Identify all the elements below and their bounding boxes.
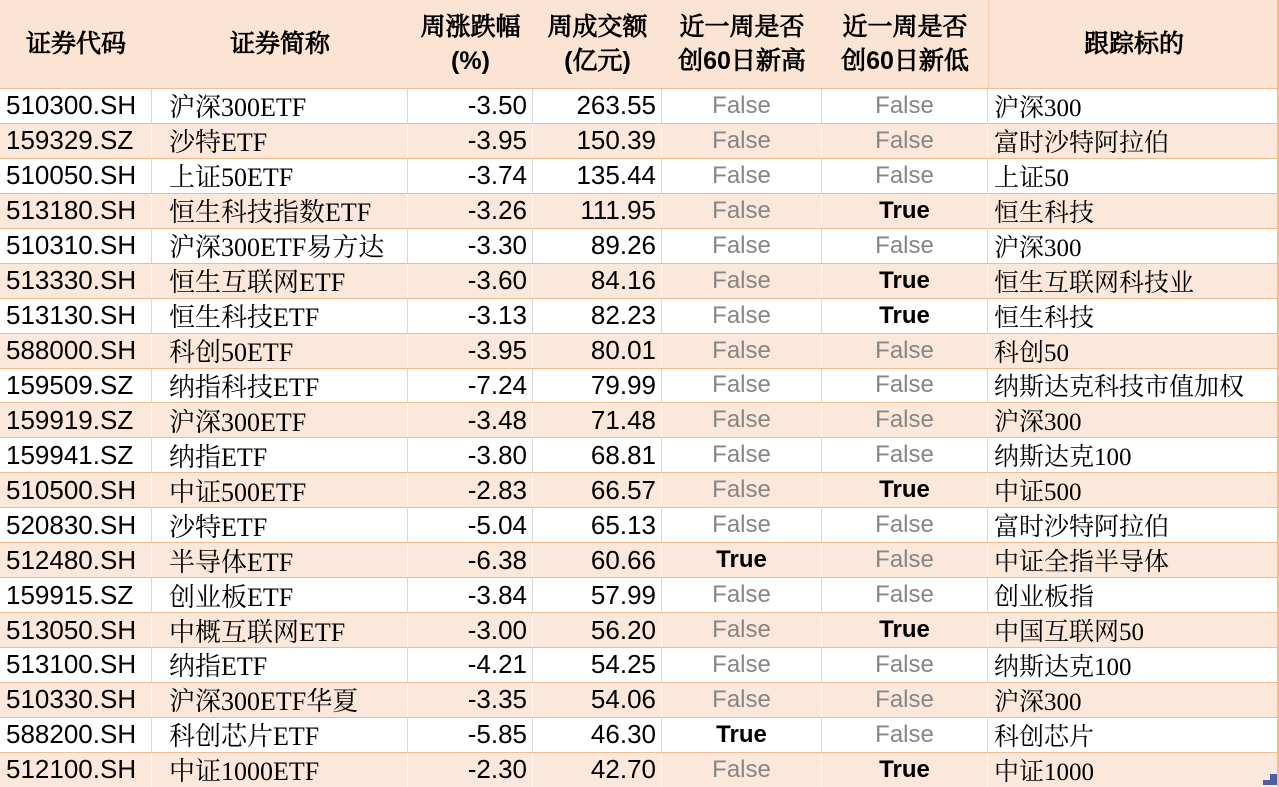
cell-pct[interactable]: -5.04 [408, 508, 533, 542]
cell-low[interactable]: False [822, 334, 988, 368]
cell-code[interactable]: 159329.SZ [0, 124, 152, 158]
table-row [0, 682, 1279, 717]
header-label: 近一周是否 [842, 13, 968, 41]
cell-low[interactable]: False [822, 683, 988, 717]
cell-high[interactable]: False [662, 613, 822, 647]
cell-target[interactable]: 恒生互联网科技业 [994, 269, 1195, 297]
table-row [0, 193, 1279, 228]
cell-high[interactable]: False [662, 648, 822, 682]
cell-low[interactable]: True [822, 473, 988, 507]
cell-low[interactable]: False [822, 403, 988, 437]
cell-high[interactable]: False [662, 89, 822, 123]
cell-code[interactable]: 513050.SH [0, 613, 152, 647]
cell-target[interactable]: 科创芯片 [994, 723, 1095, 751]
cell-pct[interactable]: -3.48 [408, 403, 533, 437]
cell-amount[interactable]: 80.01 [533, 334, 662, 368]
cell-code[interactable]: 159915.SZ [0, 578, 152, 612]
cell-low[interactable]: True [822, 753, 988, 787]
header-label: 创60日新低 [841, 47, 969, 75]
table-row [0, 333, 1279, 368]
cell-target[interactable]: 创业板指 [994, 584, 1095, 612]
cell-name[interactable]: 沙特ETF [152, 508, 408, 542]
cell-amount[interactable]: 46.30 [533, 718, 662, 752]
cell-target[interactable]: 纳斯达克100 [994, 444, 1132, 472]
cell-high[interactable]: False [662, 229, 822, 263]
cell-code[interactable]: 513180.SH [0, 194, 152, 228]
cell-pct[interactable]: -3.95 [408, 334, 533, 368]
cell-low[interactable]: True [822, 194, 988, 228]
cell-pct[interactable]: -3.30 [408, 229, 533, 263]
cell-code[interactable]: 159509.SZ [0, 369, 152, 403]
cell-code[interactable]: 159919.SZ [0, 403, 152, 437]
cell-code[interactable]: 513100.SH [0, 648, 152, 682]
cell-name[interactable]: 中概互联网ETF [152, 613, 408, 647]
cell-name[interactable]: 恒生互联网ETF [152, 264, 408, 298]
cell-pct[interactable]: -3.13 [408, 299, 533, 333]
cell-code[interactable]: 510310.SH [0, 229, 152, 263]
cell-high[interactable]: False [662, 299, 822, 333]
cell-low[interactable]: False [822, 648, 988, 682]
cell-target[interactable]: 中证全指半导体 [994, 549, 1170, 577]
cell-name[interactable]: 恒生科技指数ETF [152, 194, 408, 228]
table-row [0, 88, 1279, 123]
cell-low[interactable]: False [822, 578, 988, 612]
cell-pct[interactable]: -3.26 [408, 194, 533, 228]
cell-low[interactable]: False [822, 718, 988, 752]
cell-amount[interactable]: 111.95 [533, 194, 662, 228]
cell-pct[interactable]: -3.00 [408, 613, 533, 647]
cell-high[interactable]: False [662, 683, 822, 717]
cell-name[interactable]: 上证50ETF [152, 159, 408, 193]
table-row [0, 368, 1279, 403]
header-label: 周成交额 [547, 13, 648, 41]
table-row [0, 577, 1279, 612]
cell-code[interactable]: 510050.SH [0, 159, 152, 193]
header-60d-new-high[interactable] [662, 0, 822, 88]
cell-pct[interactable]: -3.35 [408, 683, 533, 717]
cell-target[interactable]: 中证1000 [994, 758, 1095, 786]
cell-target[interactable]: 沪深300 [994, 234, 1082, 262]
selection-corner-mark [1263, 774, 1277, 785]
table-row [0, 717, 1279, 752]
cell-pct[interactable]: -4.21 [408, 648, 533, 682]
cell-name[interactable]: 沪深300ETF [152, 89, 408, 123]
cell-low[interactable]: False [822, 543, 988, 577]
cell-name[interactable]: 中证1000ETF [152, 753, 408, 787]
cell-low[interactable]: False [822, 124, 988, 158]
cell-pct[interactable]: -5.85 [408, 718, 533, 752]
cell-name[interactable]: 沪深300ETF易方达 [152, 229, 408, 263]
cell-amount[interactable]: 150.39 [533, 124, 662, 158]
cell-target[interactable]: 沪深300 [994, 94, 1082, 122]
cell-amount[interactable]: 54.06 [533, 683, 662, 717]
cell-amount[interactable]: 54.25 [533, 648, 662, 682]
cell-name[interactable]: 沪深300ETF华夏 [152, 683, 408, 717]
cell-high[interactable]: False [662, 124, 822, 158]
cell-high[interactable]: False [662, 473, 822, 507]
cell-target[interactable]: 富时沙特阿拉伯 [994, 129, 1170, 157]
cell-pct[interactable]: -3.80 [408, 438, 533, 472]
cell-code[interactable]: 588200.SH [0, 718, 152, 752]
cell-amount[interactable]: 68.81 [533, 438, 662, 472]
header-security-name[interactable] [152, 0, 408, 88]
table-row [0, 647, 1279, 682]
cell-name[interactable]: 沪深300ETF [152, 403, 408, 437]
cell-name[interactable]: 科创50ETF [152, 334, 408, 368]
cell-pct[interactable]: -2.30 [408, 753, 533, 787]
header-label: (%) [451, 47, 490, 75]
cell-low[interactable]: False [822, 89, 988, 123]
cell-amount[interactable]: 65.13 [533, 508, 662, 542]
cell-amount[interactable]: 56.20 [533, 613, 662, 647]
cell-code[interactable]: 513130.SH [0, 299, 152, 333]
cell-high[interactable]: False [662, 334, 822, 368]
cell-target[interactable]: 中国互联网50 [994, 619, 1145, 647]
cell-pct[interactable]: -2.83 [408, 473, 533, 507]
header-weekly-change-pct[interactable] [408, 0, 533, 88]
cell-amount[interactable]: 60.66 [533, 543, 662, 577]
cell-target[interactable]: 富时沙特阿拉伯 [994, 514, 1170, 542]
cell-pct[interactable]: -3.74 [408, 159, 533, 193]
cell-low[interactable]: False [822, 508, 988, 542]
cell-low[interactable]: False [822, 369, 988, 403]
cell-amount[interactable]: 84.16 [533, 264, 662, 298]
cell-code[interactable]: 520830.SH [0, 508, 152, 542]
table-body [0, 88, 1279, 787]
cell-low[interactable]: True [822, 613, 988, 647]
table-row [0, 612, 1279, 647]
header-weekly-turnover[interactable] [533, 0, 662, 88]
cell-name[interactable]: 创业板ETF [152, 578, 408, 612]
cell-name[interactable]: 纳指ETF [152, 648, 408, 682]
cell-name[interactable]: 纳指科技ETF [152, 369, 408, 403]
cell-name[interactable]: 半导体ETF [152, 543, 408, 577]
header-label: 创60日新高 [678, 47, 806, 75]
cell-code[interactable]: 510330.SH [0, 683, 152, 717]
cell-pct[interactable]: -3.84 [408, 578, 533, 612]
cell-target[interactable]: 中证500 [994, 479, 1082, 507]
table-row [0, 542, 1279, 577]
cell-high[interactable]: False [662, 159, 822, 193]
cell-high[interactable]: False [662, 753, 822, 787]
header-label: 周涨跌幅 [420, 13, 521, 41]
cell-high[interactable]: False [662, 438, 822, 472]
header-label: 证券代码 [25, 30, 126, 58]
cell-amount[interactable]: 57.99 [533, 578, 662, 612]
table-row [0, 472, 1279, 507]
cell-amount[interactable]: 71.48 [533, 403, 662, 437]
cell-target[interactable]: 纳斯达克100 [994, 653, 1132, 681]
cell-amount[interactable]: 79.99 [533, 369, 662, 403]
cell-amount[interactable]: 66.57 [533, 473, 662, 507]
cell-name[interactable]: 中证500ETF [152, 473, 408, 507]
cell-amount[interactable]: 42.70 [533, 753, 662, 787]
cell-high[interactable]: False [662, 194, 822, 228]
cell-code[interactable]: 510300.SH [0, 89, 152, 123]
cell-code[interactable]: 159941.SZ [0, 438, 152, 472]
cell-code[interactable]: 510500.SH [0, 473, 152, 507]
cell-low[interactable]: False [822, 438, 988, 472]
header-label: 跟踪标的 [1083, 30, 1184, 58]
table-row [0, 752, 1279, 787]
table-row [0, 298, 1279, 333]
cell-target[interactable]: 恒生科技 [994, 199, 1095, 227]
cell-code[interactable]: 512100.SH [0, 753, 152, 787]
cell-high[interactable]: False [662, 578, 822, 612]
cell-low[interactable]: True [822, 299, 988, 333]
cell-high[interactable]: True [662, 718, 822, 752]
table-row [0, 228, 1279, 263]
cell-target[interactable]: 沪深300 [994, 688, 1082, 716]
cell-target[interactable]: 上证50 [994, 164, 1070, 192]
cell-amount[interactable]: 82.23 [533, 299, 662, 333]
table-row [0, 437, 1279, 472]
cell-amount[interactable]: 263.55 [533, 89, 662, 123]
cell-target[interactable]: 恒生科技 [994, 304, 1095, 332]
cell-code[interactable]: 513330.SH [0, 264, 152, 298]
header-60d-new-low[interactable] [822, 0, 988, 88]
cell-target[interactable]: 沪深300 [994, 409, 1082, 437]
cell-target[interactable]: 科创50 [994, 339, 1070, 367]
cell-pct[interactable]: -3.95 [408, 124, 533, 158]
cell-pct[interactable]: -3.50 [408, 89, 533, 123]
cell-high[interactable]: False [662, 508, 822, 542]
cell-code[interactable]: 588000.SH [0, 334, 152, 368]
table-row [0, 123, 1279, 158]
header-label: 近一周是否 [679, 13, 805, 41]
cell-low[interactable]: False [822, 159, 988, 193]
table-row [0, 263, 1279, 298]
cell-amount[interactable]: 135.44 [533, 159, 662, 193]
cell-high[interactable]: False [662, 369, 822, 403]
corner-mark-segment [1263, 780, 1277, 785]
cell-name[interactable]: 科创芯片ETF [152, 718, 408, 752]
cell-high[interactable]: True [662, 543, 822, 577]
cell-name[interactable]: 沙特ETF [152, 124, 408, 158]
cell-pct[interactable]: -6.38 [408, 543, 533, 577]
cell-code[interactable]: 512480.SH [0, 543, 152, 577]
table-row [0, 507, 1279, 542]
cell-high[interactable]: False [662, 264, 822, 298]
header-label: (亿元) [564, 47, 631, 75]
cell-name[interactable]: 纳指ETF [152, 438, 408, 472]
cell-target[interactable]: 纳斯达克科技市值加权 [994, 374, 1245, 402]
header-tracking-target[interactable] [988, 0, 1279, 88]
header-label: 证券简称 [229, 30, 330, 58]
header-security-code[interactable] [0, 0, 152, 88]
cell-pct[interactable]: -7.24 [408, 369, 533, 403]
cell-low[interactable]: True [822, 264, 988, 298]
cell-amount[interactable]: 89.26 [533, 229, 662, 263]
cell-low[interactable]: False [822, 229, 988, 263]
table-row [0, 402, 1279, 437]
table-header-row [0, 0, 1279, 88]
cell-high[interactable]: False [662, 403, 822, 437]
cell-pct[interactable]: -3.60 [408, 264, 533, 298]
table-row [0, 158, 1279, 193]
cell-name[interactable]: 恒生科技ETF [152, 299, 408, 333]
